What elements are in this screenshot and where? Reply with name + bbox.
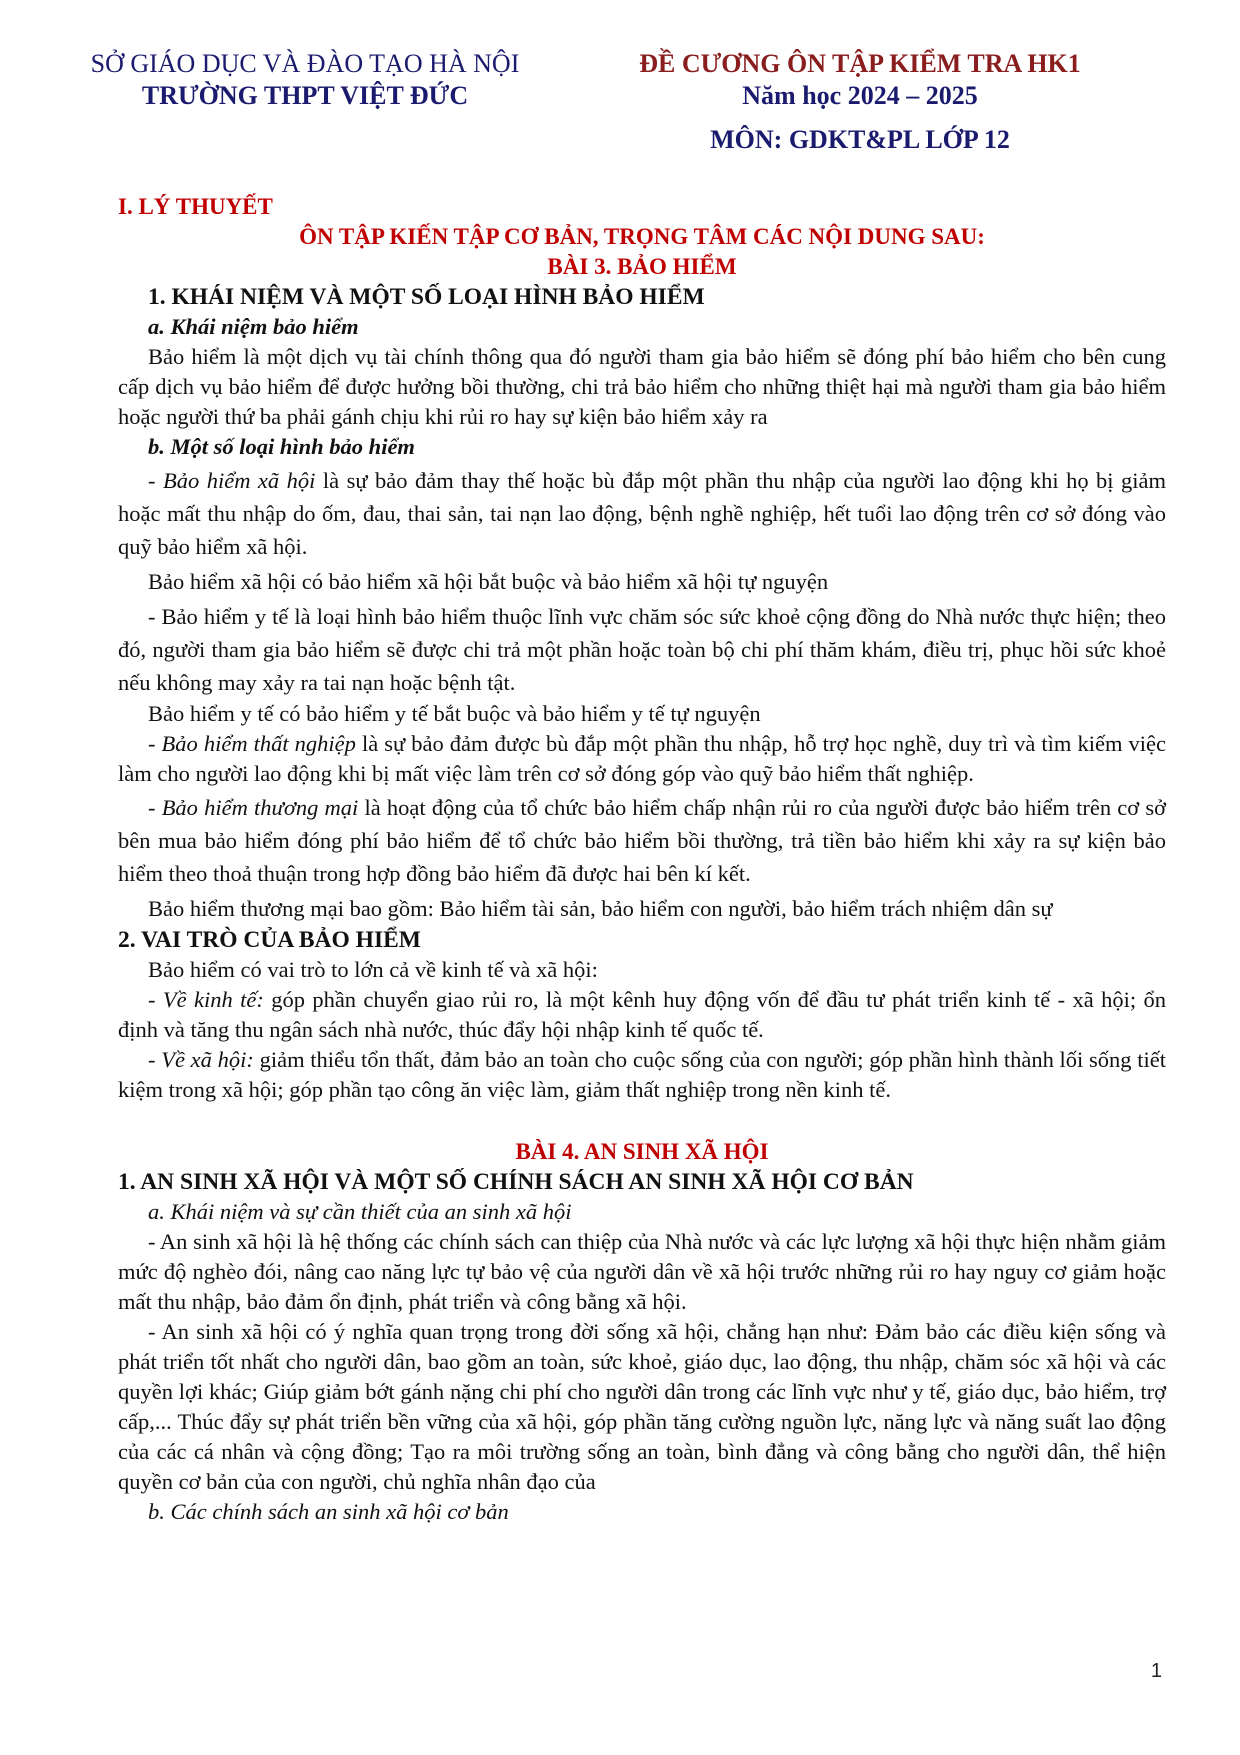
- social-security-definition: - An sinh xã hội là hệ thống các chính sách can thiệp của Nhà nước và các lực lượng xã hội thực hiện nhằm giảm mức độ nghèo đói, nâng cao năng lực tự bảo vệ của người dân về xã hội trước những rủi ro hay nguy cơ giảm hoặc mất thu nhập, bảo đảm ổn định, phát triển và công bằng xã hội.: [118, 1229, 1166, 1314]
- social-security-significance: - An sinh xã hội có ý nghĩa quan trọng trong đời sống xã hội, chẳng hạn như: Đảm bảo các điều kiện sống và phát triển tốt nhất cho người dân, bao gồm an toàn, sức khoẻ, giáo dục, lao động, thu nhập, chăm sóc xã hội và các quyền lợi khác; Giúp giảm bớt gánh nặng chi phí cho người dân trong các lĩnh vực như y tế, giáo dục, bảo hiểm, trợ cấp,... Thúc đẩy sự phát triển bền vững của xã hội, góp phần tăng cường nguồn lực, năng lực và năng suất lao động của các cá nhân và cộng đồng; Tạo ra môi trường sống an toàn, bình đẳng và công bằng cho người dân, thể hiện quyền cơ bản của con người, chủ nghĩa nhân đạo của: [118, 1319, 1166, 1494]
- role-economic-text: góp phần chuyển giao rủi ro, là một kênh huy động vốn để đầu tư phát triển kinh tế - xã hội; ổn định và tăng thu ngân sách nhà nước, thúc đẩy hội nhập kinh tế quốc tế.: [118, 987, 1167, 1042]
- commercial-insurance-text: là hoạt động của tổ chức bảo hiểm chấp nhận rủi ro của người được bảo hiểm trên cơ sở bên mua bảo hiểm đóng phí bảo hiểm để tổ chức bảo hiểm bồi thường, trả tiền bảo hiểm khi xảy ra sự kiện bảo hiểm theo thoả thuận trong hợp đồng bảo hiểm đã được hai bên kí kết.: [118, 795, 1167, 886]
- commercial-insurance-types: Bảo hiểm thương mại bao gồm: Bảo hiểm tài sản, bảo hiểm con người, bảo hiểm trách nhiệm dân sự: [148, 896, 1053, 921]
- school-year: Năm học 2024 – 2025: [742, 81, 978, 110]
- unemployment-insurance-text: là sự bảo đảm được bù đắp một phần thu nhập, hỗ trợ học nghề, duy trì và tìm kiếm việc làm cho người lao động khi bị mất việc làm trên cơ sở đóng góp vào quỹ bảo hiểm thất nghiệp.: [118, 731, 1166, 786]
- role-social-text: giảm thiểu tổn thất, đảm bảo an toàn cho cuộc sống của con người; góp phần hình thành lối sống tiết kiệm trong xã hội; góp phần tạo công ăn việc làm, giảm thất nghiệp trong nền kinh tế.: [118, 1047, 1166, 1102]
- header-left: [70, 48, 540, 112]
- lesson3-section1-title: 1. KHÁI NIỆM VÀ MỘT SỐ LOẠI HÌNH BẢO HIỂM: [148, 284, 705, 310]
- part-subtitle: ÔN TẬP KIẾN TẬP CƠ BẢN, TRỌNG TÂM CÁC NỘI DUNG SAU:: [299, 224, 985, 249]
- social-insurance-types: Bảo hiểm xã hội có bảo hiểm xã hội bắt buộc và bảo hiểm xã hội tự nguyện: [148, 569, 829, 594]
- department-name: SỞ GIÁO DỤC VÀ ĐÀO TẠO HÀ NỘI: [90, 49, 520, 78]
- health-insurance-paragraph: - Bảo hiểm y tế là loại hình bảo hiểm thuộc lĩnh vực chăm sóc sức khoẻ cộng đồng do Nhà nước thực hiện; theo đó, người tham gia bảo hiểm sẽ được chi trả một phần hoặc toàn bộ chi phí thăm khám, điều trị, phục hồi sức khoẻ nếu không may xảy ra tai nạn hoặc bệnh tật.: [118, 604, 1166, 695]
- lesson3-sub-a: a. Khái niệm bảo hiểm: [148, 314, 359, 339]
- lesson4-title: BÀI 4. AN SINH XÃ HỘI: [515, 1139, 769, 1164]
- school-name: TRƯỜNG THPT VIỆT ĐỨC: [141, 81, 469, 110]
- commercial-insurance-paragraph: - Bảo hiểm thương mại là hoạt động của tổ chức bảo hiểm chấp nhận rủi ro của người được bảo hiểm trên cơ sở bên mua bảo hiểm đóng phí bảo hiểm để tổ chức bảo hiểm bồi thường, trả tiền bảo hiểm khi xảy ra sự kiện bảo hiểm theo thoả thuận trong hợp đồng bảo hiểm đã được hai bên kí kết.: [118, 795, 1167, 886]
- part-title: I. LÝ THUYẾT: [118, 194, 273, 219]
- role-social-term: Về xã hội:: [161, 1047, 254, 1072]
- exam-title: ĐỀ CƯƠNG ÔN TẬP KIỂM TRA HK1: [639, 49, 1081, 78]
- role-intro: Bảo hiểm có vai trò to lớn cả về kinh tế và xã hội:: [148, 957, 598, 982]
- lesson4-sub-b: b. Các chính sách an sinh xã hội cơ bản: [148, 1499, 509, 1524]
- spacer: [118, 1105, 1166, 1137]
- lesson3-section2-title: 2. VAI TRÒ CỦA BẢO HIỂM: [118, 927, 421, 953]
- insurance-definition: Bảo hiểm là một dịch vụ tài chính thông qua đó người tham gia bảo hiểm sẽ đóng phí bảo hiểm cho bên cung cấp dịch vụ bảo hiểm để được hưởng bồi thường, chi trả bảo hiểm cho những thiệt hại mà người tham gia bảo hiểm hoặc người thứ ba phải gánh chịu khi rủi ro hay sự kiện bảo hiểm xảy ra: [118, 344, 1166, 429]
- role-social: - Về xã hội: giảm thiểu tổn thất, đảm bảo an toàn cho cuộc sống của con người; góp phần hình thành lối sống tiết kiệm trong xã hội; góp phần tạo công ăn việc làm, giảm thất nghiệp trong nền kinh tế.: [118, 1047, 1166, 1102]
- lesson3-title: BÀI 3. BẢO HIỂM: [547, 254, 737, 279]
- unemployment-insurance-term: Bảo hiểm thất nghiệp: [161, 731, 356, 756]
- header-right: [600, 48, 1120, 156]
- subject-title: MÔN: GDKT&PL LỚP 12: [710, 125, 1010, 154]
- health-insurance-types: Bảo hiểm y tế có bảo hiểm y tế bắt buộc và bảo hiểm y tế tự nguyện: [148, 701, 761, 726]
- unemployment-insurance-paragraph: - Bảo hiểm thất nghiệp là sự bảo đảm được bù đắp một phần thu nhập, hỗ trợ học nghề, duy trì và tìm kiếm việc làm cho người lao động khi bị mất việc làm trên cơ sở đóng góp vào quỹ bảo hiểm thất nghiệp.: [118, 731, 1166, 786]
- lesson4-sub-a: a. Khái niệm và sự cần thiết của an sinh xã hội: [148, 1199, 572, 1224]
- social-insurance-text: là sự bảo đảm thay thế hoặc bù đắp một phần thu nhập của người lao động khi họ bị giảm hoặc mất thu nhập do ốm, đau, thai sản, tai nạn lao động, bệnh nghề nghiệp, hết tuổi lao động trên cơ sở đóng vào quỹ bảo hiểm xã hội.: [118, 468, 1167, 559]
- role-economic: - Về kinh tế: góp phần chuyển giao rủi ro, là một kênh huy động vốn để đầu tư phát triển kinh tế - xã hội; ổn định và tăng thu ngân sách nhà nước, thúc đẩy hội nhập kinh tế quốc tế.: [118, 987, 1167, 1042]
- document-body: [118, 192, 1166, 1527]
- page-number: 1: [1150, 1660, 1162, 1682]
- role-economic-term: Về kinh tế:: [162, 987, 264, 1012]
- commercial-insurance-term: Bảo hiểm thương mại: [161, 795, 359, 820]
- lesson3-sub-b: b. Một số loại hình bảo hiểm: [148, 434, 415, 459]
- social-insurance-paragraph: - Bảo hiểm xã hội là sự bảo đảm thay thế hoặc bù đắp một phần thu nhập của người lao động khi họ bị giảm hoặc mất thu nhập do ốm, đau, thai sản, tai nạn lao động, bệnh nghề nghiệp, hết tuổi lao động trên cơ sở đóng vào quỹ bảo hiểm xã hội.: [118, 468, 1167, 559]
- social-insurance-term: Bảo hiểm xã hội: [162, 468, 316, 493]
- lesson4-section1-title: 1. AN SINH XÃ HỘI VÀ MỘT SỐ CHÍNH SÁCH AN SINH XÃ HỘI CƠ BẢN: [118, 1169, 914, 1195]
